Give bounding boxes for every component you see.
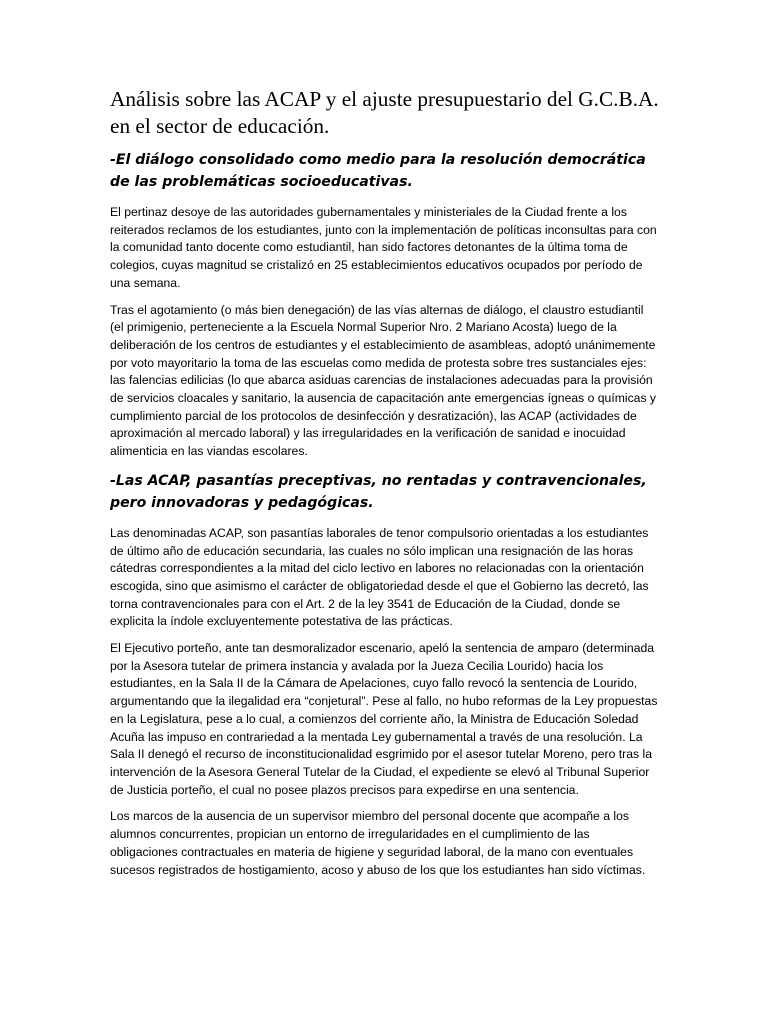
body-paragraph: El Ejecutivo porteño, ante tan desmoralizador escenario, apeló la sentencia de amparo (determinada por la Asesora tutelar de primera instancia y avalada por la Jueza Cecilia Lourido) hacia los estudiantes, en la Sala II de la Cámara de Apelaciones, cuyo fallo revocó la sentencia de Lourido, argumentando que la ilegalidad era “conjetural”. Pese al fallo, no hubo reformas de la Ley propuestas en la Legislatura, pese a lo cual, a comienzos del corriente año, la Ministra de Educación Soledad Acuña las impuso en contrariedad a la mentada Ley gubernamental a través de una resolución. La Sala II denegó el recurso de inconstitucionalidad esgrimido por el asesor tutelar Moreno, pero tras la intervención de la Asesora General Tutelar de la Ciudad, el expediente se elevó al Tribunal Superior de Justicia porteño, el cual no posee plazos precisos para expedirse en una sentencia. xyxy=(110,641,658,797)
body-paragraph: Las denominadas ACAP, son pasantías laborales de tenor compulsorio orientadas a los estudiantes de último año de educación secundaria, las cuales no sólo implican una resignación de las horas cátedras correspondientes a la mitad del ciclo lectivo en labores no relacionadas con la orientación escogida, sino que asimismo el carácter de obligatoriedad desde el que el Gobierno las decretó, las torna contravencionales para con el Art. 2 de la ley 3541 de Educación de la Ciudad, donde se explicita la índole excluyentemente potestativa de las prácticas. xyxy=(110,525,649,629)
section-subheading: -El diálogo consolidado como medio para la resolución democrática de las problemáticas socioeducativas. xyxy=(110,152,646,190)
body-paragraph: Los marcos de la ausencia de un supervisor miembro del personal docente que acompañe a los alumnos concurrentes, propician un entorno de irregularidades en el cumplimiento de las obligaciones contractuales en materia de higiene y seguridad laboral, de la mano con eventuales sucesos registrados de hostigamiento, acoso y abuso de los que los estudiantes han sido víctimas. xyxy=(110,809,646,877)
document-page xyxy=(110,86,660,888)
body-paragraph: Tras el agotamiento (o más bien denegación) de las vías alternas de diálogo, el claustro estudiantil (el primigenio, perteneciente a la Escuela Normal Superior Nro. 2 Mariano Acosta) luego de la deliberación de los centros de estudiantes y el establecimiento de asambleas, adoptó unánimemente por voto mayoritario la toma de las escuelas como medida de protesta sobre tres sustanciales ejes: las falencias edilicias (lo que abarca asiduas carencias de instalaciones adecuadas para la provisión de servicios cloacales y sanitario, la ausencia de capacitación ante emergencias ígneas o químicas y cumplimiento parcial de los protocolos de desinfección y desratización), las ACAP (actividades de aproximación al mercado laboral) y las irregularidades en la verificación de sanidad e inocuidad alimenticia en las viandas escolares. xyxy=(110,302,657,459)
section-subheading: -Las ACAP, pasantías preceptivas, no rentadas y contravencionales, pero innovadoras y pedagógicas. xyxy=(110,472,647,511)
section-acap xyxy=(110,470,660,879)
section-dialogo xyxy=(110,149,660,461)
body-paragraph: El pertinaz desoye de las autoridades gubernamentales y ministeriales de la Ciudad frente a los reiterados reclamos de los estudiantes, junto con la implementación de políticas inconsultas para con la comunidad tanto docente como estudiantil, han sido factores detonantes de la última toma de colegios, cuyas magnitud se cristalizó en 25 establecimientos educativos ocupados por período de una semana. xyxy=(110,205,657,290)
document-title: Análisis sobre las ACAP y el ajuste presupuestario del G.C.B.A. en el sector de educación. xyxy=(110,87,659,138)
